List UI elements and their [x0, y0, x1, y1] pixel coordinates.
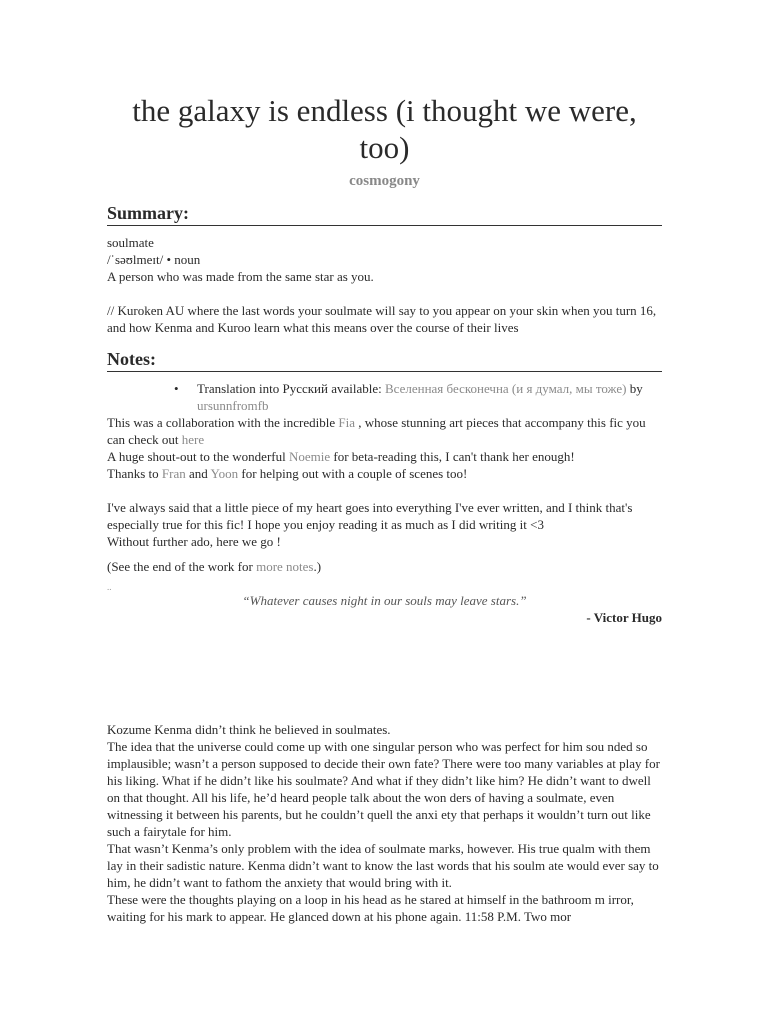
body-paragraph: Kozume Kenma didn’t think he believed in soulmates. — [107, 722, 391, 737]
more-notes-link[interactable]: more notes — [256, 559, 314, 574]
summary-heading: Summary: — [107, 202, 662, 226]
shoutout-prefix: A huge shout-out to the wonderful — [107, 449, 289, 464]
heart-paragraph-2: Without further ado, here we go ! — [107, 534, 281, 549]
work-title: the galaxy is endless (i thought we were, too) — [132, 93, 637, 165]
bullet-icon: • — [174, 381, 179, 396]
translation-by: by — [626, 381, 643, 396]
collab-link[interactable]: Fia — [338, 415, 356, 430]
shoutout-suffix: for beta-reading this, I can't thank her enough! — [330, 449, 575, 464]
end-prefix: (See the end of the work for — [107, 559, 257, 574]
summary-line: A person who was made from the same star as you. — [107, 269, 374, 284]
translation-prefix: Translation into Русский available: — [197, 381, 385, 396]
summary-line: /ˈsəʊlmeɪt/ • noun — [107, 252, 201, 267]
summary-au-note: // Kuroken AU where the last words your soulmate will say to you appear on your skin when you turn 16, and how Kenma and Kuroo learn what this means over the course of their lives — [107, 303, 657, 335]
thanks-and: and — [185, 466, 211, 481]
summary-block — [107, 234, 662, 336]
notes-heading: Notes: — [107, 348, 662, 372]
thanks-prefix: Thanks to — [107, 466, 162, 481]
notes-list — [107, 380, 662, 414]
thanks-suffix: for helping out with a couple of scenes too! — [238, 466, 468, 481]
shoutout-line — [107, 448, 662, 465]
translator-link[interactable]: ursunnfromfb — [197, 398, 269, 413]
work-author[interactable]: cosmogony — [349, 173, 420, 189]
thanks-line — [107, 465, 662, 482]
heart-paragraph: I've always said that a little piece of my heart goes into everything I've ever written, and I think that's especially true for this fic! I hope you enjoy reading it as much as I did writing it <3 — [107, 500, 633, 532]
collab-mid: , whose stunning art pieces that accompany this fic you can check out — [107, 415, 646, 447]
separator-dots: .. — [107, 582, 112, 592]
collab-here-link[interactable]: here — [181, 432, 205, 447]
list-item — [107, 380, 662, 414]
summary-line: soulmate — [107, 235, 154, 250]
shoutout-link[interactable]: Noemie — [288, 449, 331, 464]
epigraph-attribution: - Victor Hugo — [586, 610, 662, 625]
epigraph-quote: “Whatever causes night in our souls may leave stars.” — [242, 593, 527, 608]
thanks-link-2[interactable]: Yoon — [210, 466, 239, 481]
collab-line — [107, 414, 662, 448]
translation-link[interactable]: Вселенная бесконечна (и я думал, мы тоже) — [385, 381, 627, 396]
body-paragraph: That wasn’t Kenma’s only problem with the idea of soulmate marks, however. His true qualm with them lay in their sadistic nature. Kenma didn’t want to know the last words that his soulm ate would ever say to him, he didn’t want to fathom the anxiety that would bring with it. — [107, 841, 659, 890]
chapter-body — [107, 721, 662, 925]
end-notes-line — [107, 558, 662, 575]
collab-prefix: This was a collaboration with the incredible — [107, 415, 339, 430]
notes-block — [107, 380, 662, 575]
body-paragraph: These were the thoughts playing on a loop in his head as he stared at himself in the bathroom m irror, waiting for his mark to appear. He glanced down at his phone again. 11:58 P.M. Two mor — [107, 892, 634, 924]
end-suffix: .) — [313, 559, 322, 574]
thanks-link-1[interactable]: Fran — [161, 466, 186, 481]
body-paragraph: The idea that the universe could come up with one singular person who was perfect for him sou nded so implausible; wasn’t a person supposed to decide their own fate? There were too many variables at play for his liking. What if he didn’t like his soulmate? And what if they didn’t like him? He didn’t want to dwell on that thought. All his life, he’d heard people talk about the won ders of having a soulmate, even witnessing it between his parents, but he couldn’t quell the anxi ety that perhaps it wouldn’t turn out like such a fairytale for him. — [107, 739, 660, 839]
